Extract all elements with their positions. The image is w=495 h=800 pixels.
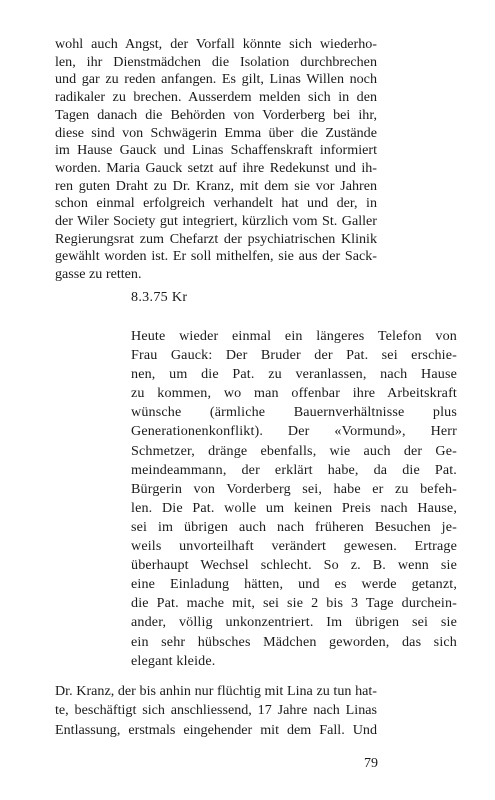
entry-line: Generationenkonflikt). Der «Vormund», Herr <box>131 423 457 440</box>
page-number: 79 <box>364 756 378 771</box>
text-line: der Wiler Society gut integriert, kürzlich vom St. Galler <box>55 213 377 230</box>
paragraph-top <box>55 36 377 284</box>
text-line: und gar zu reden anfangen. Es gilt, Linas Willen noch <box>55 71 377 88</box>
paragraph-bottom <box>55 682 377 740</box>
entry-line: Frau Gauck: Der Bruder der Pat. sei erschie- <box>131 347 457 364</box>
text-line: ren guten Draht zu Dr. Kranz, mit dem sie vor Jahren <box>55 177 377 194</box>
entry-line: Schmetzer, dränge ebenfalls, wie auch der Ge- <box>131 442 457 459</box>
text-line: te, beschäftigt sich anschliessend, 17 Jahre nach Linas <box>55 702 377 719</box>
text-line: diese sind von Schwägerin Emma über die Zustände <box>55 124 377 141</box>
entry-line: len. Die Pat. wolle um keinen Preis nach Hause, <box>131 499 457 516</box>
entry-line: ein sehr hübsches Mädchen geworden, das sich <box>131 633 457 650</box>
entry-line: sei im übrigen auch nach früheren Besuchen je- <box>131 518 457 535</box>
entry-line: meindeammann, der erklärt habe, da die Pat. <box>131 461 457 478</box>
text-line: gewählt worden ist. Er soll mithelfen, sie aus der Sack- <box>55 248 377 265</box>
entry-line: weils unvorteilhaft verändert gewesen. Ertrage <box>131 538 457 555</box>
text-line: len, ihr Dienstmädchen die Isolation durchbrechen <box>55 53 377 70</box>
entry-line: elegant kleide. <box>131 652 216 669</box>
text-line: schon einmal erfolgreich verhandelt hat und der, in <box>55 195 377 212</box>
entry-line: zu kommen, wo man offenbar ihre Arbeitskraft <box>131 385 457 402</box>
entry-line: überhaupt Wechsel schlecht. So z. B. wenn sie <box>131 557 457 574</box>
text-line: wohl auch Angst, der Vorfall könnte sich wiederho- <box>55 36 377 52</box>
text-line: gasse zu retten. <box>55 266 142 283</box>
text-line: radikaler zu brechen. Ausserdem melden sich in den <box>55 89 377 106</box>
entry-line: ander, völlig unkonzentriert. Im übrigen sei sie <box>131 614 457 631</box>
entry-line: Heute wieder einmal ein längeres Telefon von <box>131 328 457 344</box>
text-line: Regierungsrat zum Chefarzt der psychiatrischen Klinik <box>55 230 377 247</box>
entry-date: 8.3.75 Kr <box>131 289 188 305</box>
entry-line: eine Einladung hätten, und es werde getanzt, <box>131 576 457 593</box>
entry-line: wünsche (ärmliche Bauernverhältnisse plus <box>131 404 457 421</box>
text-line: worden. Maria Gauck setzt auf ihre Redekunst und ih- <box>55 159 377 176</box>
entry-line: nen, um die Pat. zu veranlassen, nach Hause <box>131 366 457 383</box>
entry-body <box>131 327 457 671</box>
text-line: Entlassung, erstmals eingehender mit dem Fall. Und <box>55 721 377 738</box>
text-line: Tagen danach die Behörden von Vorderberg bei ihr, <box>55 106 377 123</box>
entry-line: Bürgerin von Vorderberg sei, habe er zu befeh- <box>131 480 457 497</box>
text-line: im Hause Gauck und Linas Schaffenskraft informiert <box>55 142 377 159</box>
text-line: Dr. Kranz, der bis anhin nur flüchtig mit Lina zu tun hat- <box>55 683 377 699</box>
entry-line: die Pat. mache mit, sei sie 2 bis 3 Tage durchein- <box>131 595 457 612</box>
